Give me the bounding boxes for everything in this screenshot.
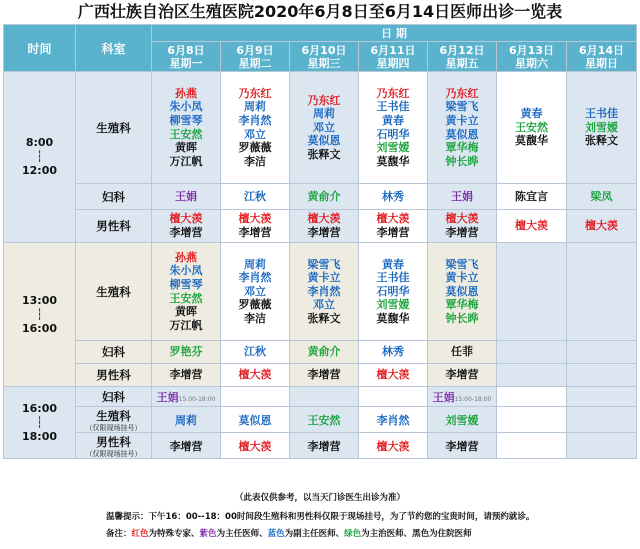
time-range: 15:00-18:00 <box>178 395 216 403</box>
dept-reproduction: 生殖科 <box>76 243 152 341</box>
doctor-name: 黄俞介 <box>307 189 341 203</box>
doctor-name: 柳雪琴 <box>169 113 203 127</box>
doctor-name: 李增营 <box>445 368 479 382</box>
schedule-cell <box>497 210 567 243</box>
doctor-name: 张释文 <box>307 311 341 325</box>
doctor-name: 李肖然 <box>238 271 272 285</box>
doctor-name: 覃华梅 <box>445 141 479 155</box>
doctor-name: 王娟 <box>432 390 455 404</box>
doctor-name: 王书佳 <box>376 271 410 285</box>
schedule-cell <box>152 341 221 364</box>
schedule-cell <box>221 407 290 433</box>
schedule-cell <box>567 243 637 341</box>
doctor-name: 张释文 <box>585 134 619 148</box>
doctor-name: 王书佳 <box>376 100 410 114</box>
doctor-name: 檀大羡 <box>376 368 410 382</box>
doctor-name: 黄俞介 <box>307 345 341 359</box>
schedule-cell <box>290 341 359 364</box>
schedule-cell <box>497 243 567 341</box>
doctor-name: 莫似恩 <box>307 134 341 148</box>
schedule-cell <box>359 72 428 184</box>
doctor-name: 周莉 <box>175 413 197 427</box>
doctor-name: 李增营 <box>376 226 410 239</box>
doctor-name: 檀大羡 <box>585 219 619 233</box>
schedule-cell <box>359 243 428 341</box>
schedule-cell <box>152 433 221 459</box>
schedule-cell <box>152 387 221 407</box>
schedule-cell <box>567 433 637 459</box>
doctor-name: 江秋 <box>244 189 266 203</box>
dept-andrology: 男性科 <box>76 210 152 243</box>
doctor-name: 黄春 <box>382 257 404 271</box>
doctor-name: 莫似恩 <box>445 284 479 298</box>
time-range: 15:00-18:00 <box>454 395 492 403</box>
legend-text: 黑色 <box>412 529 430 539</box>
doctor-name: 李增营 <box>238 226 272 239</box>
schedule-cell <box>221 433 290 459</box>
doctor-name: 黄晖 <box>175 305 197 319</box>
schedule-cell <box>152 407 221 433</box>
schedule-cell <box>567 364 637 387</box>
schedule-cell <box>359 184 428 210</box>
schedule-cell <box>152 184 221 210</box>
legend-text: 紫色 <box>199 529 217 539</box>
schedule-cell <box>290 72 359 184</box>
doctor-name: 王书佳 <box>585 107 619 121</box>
doctor-name: 周莉 <box>313 107 335 121</box>
day-header: 6月8日 星期一 <box>152 42 221 72</box>
doctor-name: 李增营 <box>169 439 203 453</box>
schedule-cell <box>290 364 359 387</box>
doctor-name: 王安然 <box>515 120 548 134</box>
doctor-name: 檀大羡 <box>238 439 272 453</box>
doctor-name: 林秀 <box>382 189 404 203</box>
doctor-name: 钟长晔 <box>445 311 479 325</box>
doctor-name: 覃华梅 <box>445 298 479 312</box>
doctor-name: 张释文 <box>307 147 341 161</box>
doctor-name: 梁凤 <box>590 189 613 203</box>
doctor-name: 黄春 <box>520 107 543 121</box>
schedule-cell <box>152 364 221 387</box>
doctor-name: 江秋 <box>244 345 266 359</box>
schedule-cell <box>290 407 359 433</box>
schedule-cell <box>152 210 221 243</box>
schedule-cell <box>428 72 497 184</box>
doctor-name: 邓立 <box>313 120 335 134</box>
tip-text: 温馨提示：下午16：00--18：00时间段生殖科和男性科仅限于现场挂号，为了节约您的宝贵时间，请预约就诊。 <box>106 512 535 522</box>
schedule-cell <box>428 341 497 364</box>
dept-reproduction-onsite: 生殖科 （仅限现场挂号） <box>76 407 152 433</box>
schedule-cell <box>497 433 567 459</box>
day-header: 6月10日 星期三 <box>290 42 359 72</box>
doctor-name: 王娟 <box>156 390 179 404</box>
doctor-name: 刘雪嫒 <box>445 413 479 427</box>
day-header: 6月11日 星期四 <box>359 42 428 72</box>
schedule-cell <box>359 387 428 407</box>
doctor-name: 乃东红 <box>238 86 272 100</box>
schedule-cell <box>428 210 497 243</box>
dept-andrology-onsite: 男性科 （仅限现场挂号） <box>76 433 152 459</box>
doctor-name: 李增营 <box>169 226 203 239</box>
schedule-cell <box>290 184 359 210</box>
schedule-cell <box>497 364 567 387</box>
date-header: 日 期 <box>152 25 637 42</box>
doctor-name: 万江帆 <box>169 154 203 168</box>
doctor-name: 王安然 <box>169 291 203 305</box>
day-header: 6月14日 星期日 <box>567 42 637 72</box>
doctor-name: 林秀 <box>382 345 404 359</box>
doctor-name: 黄卡立 <box>445 113 479 127</box>
doctor-name: 梁雪飞 <box>445 100 479 114</box>
doctor-name: 莫似恩 <box>238 413 272 427</box>
dept-andrology: 男性科 <box>76 364 152 387</box>
schedule-cell <box>567 184 637 210</box>
doctor-name: 孙燕 <box>175 250 197 264</box>
doctor-name: 梁雪飞 <box>307 257 341 271</box>
doctor-name: 黄卡立 <box>307 271 341 285</box>
doctor-name: 邓立 <box>244 284 266 298</box>
doctor-name: 罗薇薇 <box>238 141 272 155</box>
doctor-name: 李增营 <box>307 368 341 382</box>
schedule-cell <box>497 72 567 184</box>
schedule-cell <box>567 341 637 364</box>
dept-gynecology: 妇科 <box>76 387 152 407</box>
doctor-name: 石明华 <box>376 284 410 298</box>
doctor-name: 檀大羡 <box>376 212 410 226</box>
doctor-name: 朱小凤 <box>169 100 203 114</box>
doctor-name: 乃东红 <box>376 86 410 100</box>
doctor-name: 孙燕 <box>175 86 197 100</box>
doctor-name: 石明华 <box>376 127 410 141</box>
doctor-name: 黄晖 <box>175 141 197 155</box>
doctor-name: 刘雪嫒 <box>585 120 619 134</box>
legend-text: 为主任医师、 <box>216 529 268 539</box>
doctor-name: 李肖然 <box>238 113 272 127</box>
doctor-name: 李增营 <box>307 226 341 239</box>
doctor-name: 柳雪琴 <box>169 277 203 291</box>
doctor-name: 刘雪嫒 <box>376 298 410 312</box>
schedule-cell <box>359 341 428 364</box>
schedule-cell <box>290 210 359 243</box>
doctor-name: 任菲 <box>451 345 473 359</box>
doctor-name: 莫馥华 <box>376 154 410 168</box>
doctor-name: 万江帆 <box>169 318 203 332</box>
doctor-name: 王娟 <box>175 189 197 203</box>
schedule-cell <box>221 184 290 210</box>
doctor-name: 周莉 <box>244 100 266 114</box>
schedule-cell <box>221 364 290 387</box>
schedule-cell <box>428 364 497 387</box>
schedule-cell <box>290 387 359 407</box>
evening-time: 16:00 ┆ 18:00 <box>4 387 76 459</box>
doctor-name: 朱小凤 <box>169 264 203 278</box>
schedule-cell <box>359 364 428 387</box>
dept-gynecology: 妇科 <box>76 341 152 364</box>
schedule-cell <box>428 407 497 433</box>
schedule-cell <box>221 72 290 184</box>
doctor-name: 檀大羡 <box>376 439 410 453</box>
legend-text: 为特殊专家、 <box>148 529 200 539</box>
schedule-cell <box>497 341 567 364</box>
legend-text: 为住院医师 <box>429 529 472 539</box>
schedule-cell <box>567 210 637 243</box>
schedule-table <box>3 24 637 459</box>
schedule-cell <box>567 72 637 184</box>
schedule-cell <box>497 184 567 210</box>
doctor-name: 李洁 <box>244 154 266 168</box>
doctor-name: 乃东红 <box>445 86 479 100</box>
schedule-cell <box>567 407 637 433</box>
schedule-cell <box>152 72 221 184</box>
day-header: 6月12日 星期五 <box>428 42 497 72</box>
disclaimer: （此表仅供参考，以当天门诊医生出诊为准） <box>234 493 405 503</box>
doctor-name: 罗艳芬 <box>169 345 203 359</box>
schedule-cell <box>497 387 567 407</box>
doctor-name: 邓立 <box>244 127 266 141</box>
doctor-name: 李肖然 <box>307 284 341 298</box>
doctor-name: 莫馥华 <box>376 311 410 325</box>
schedule-cell <box>359 210 428 243</box>
doctor-name: 檀大羡 <box>515 219 548 233</box>
doctor-name: 黄春 <box>382 113 404 127</box>
schedule-cell <box>359 407 428 433</box>
schedule-cell <box>221 341 290 364</box>
legend-text: 蓝色 <box>267 529 285 539</box>
doctor-name: 李洁 <box>244 311 266 325</box>
doctor-name: 檀大羡 <box>238 212 272 226</box>
legend-text: 为副主任医师、 <box>284 529 345 539</box>
schedule-cell <box>359 433 428 459</box>
page-title: 广西壮族自治区生殖医院2020年6月8日至6月14日医师出诊一览表 <box>77 2 563 21</box>
morning-time: 8:00 ┆ 12:00 <box>4 72 76 243</box>
doctor-name: 李增营 <box>445 226 479 239</box>
doctor-name: 檀大羡 <box>307 212 341 226</box>
schedule-cell <box>290 243 359 341</box>
schedule-cell <box>290 433 359 459</box>
dept-header: 科室 <box>76 25 152 72</box>
doctor-name: 乃东红 <box>307 93 341 107</box>
doctor-name: 王安然 <box>169 127 203 141</box>
doctor-name: 莫似恩 <box>445 127 479 141</box>
schedule-cell <box>497 407 567 433</box>
doctor-name: 黄卡立 <box>445 271 479 285</box>
doctor-name: 梁雪飞 <box>445 257 479 271</box>
doctor-name: 王安然 <box>307 413 341 427</box>
dept-gynecology: 妇科 <box>76 184 152 210</box>
doctor-name: 周莉 <box>244 257 266 271</box>
doctor-name: 檀大羡 <box>445 212 479 226</box>
afternoon-time: 13:00 ┆ 16:00 <box>4 243 76 387</box>
doctor-name: 邓立 <box>313 298 335 312</box>
schedule-cell <box>428 184 497 210</box>
schedule-cell <box>221 387 290 407</box>
day-header: 6月13日 星期六 <box>497 42 567 72</box>
schedule-cell <box>428 387 497 407</box>
doctor-name: 李肖然 <box>376 413 410 427</box>
doctor-name: 刘雪嫒 <box>376 141 410 155</box>
doctor-name: 王娟 <box>451 189 473 203</box>
schedule-cell <box>152 243 221 341</box>
schedule-cell <box>428 243 497 341</box>
schedule-cell <box>221 210 290 243</box>
day-header: 6月9日 星期二 <box>221 42 290 72</box>
dept-reproduction: 生殖科 <box>76 72 152 184</box>
doctor-name: 钟长晔 <box>445 154 479 168</box>
color-legend: 备注：红色为特殊专家、紫色为主任医师、蓝色为副主任医师、绿色为主治医师、黑色为住院医师 <box>106 529 472 539</box>
doctor-name: 罗薇薇 <box>238 298 272 312</box>
schedule-cell <box>221 243 290 341</box>
doctor-name: 檀大羡 <box>238 368 272 382</box>
schedule-cell <box>428 433 497 459</box>
doctor-name: 李增营 <box>169 368 203 382</box>
schedule-cell <box>567 387 637 407</box>
doctor-name: 李增营 <box>445 439 479 453</box>
legend-text: 为主治医师、 <box>361 529 413 539</box>
legend-text: 红色 <box>131 529 149 539</box>
doctor-name: 莫馥华 <box>515 134 548 148</box>
doctor-name: 陈宜言 <box>515 189 548 203</box>
time-header: 时间 <box>4 25 76 72</box>
doctor-name: 李增营 <box>307 439 341 453</box>
doctor-name: 檀大羡 <box>169 212 203 226</box>
legend-text: 绿色 <box>344 529 362 539</box>
